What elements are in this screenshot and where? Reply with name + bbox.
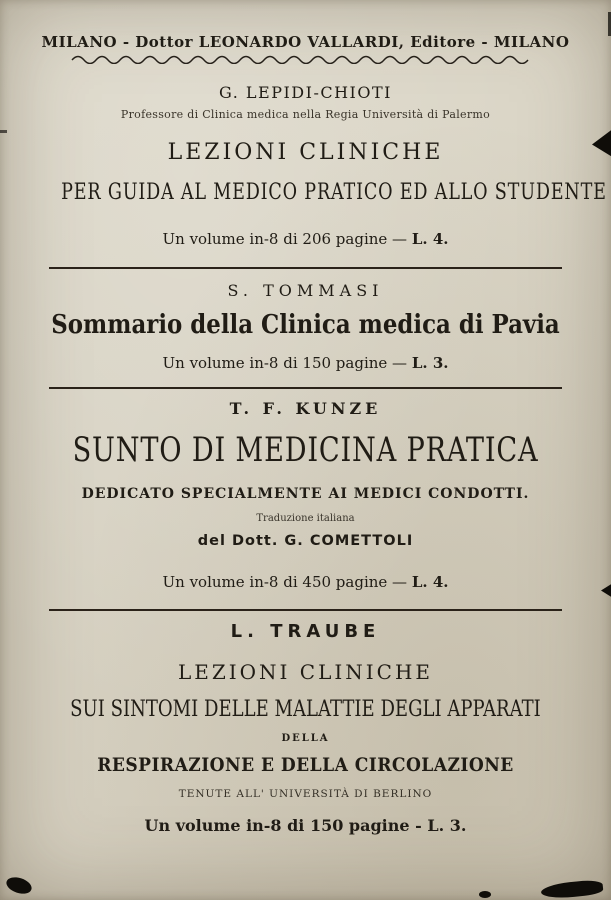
book-subtitle-2: RESPIRAZIONE E DELLA CIRCOLAZIONE bbox=[97, 754, 514, 776]
book-title: LEZIONI CLINICHE bbox=[167, 140, 444, 165]
volume-text: Un volume in-8 di 150 pagine - bbox=[144, 816, 422, 835]
section-divider bbox=[49, 387, 562, 389]
subtitle-connector: DELLA bbox=[281, 733, 330, 744]
book-subtitle: DEDICATO SPECIALMENTE AI MEDICI CONDOTTI. bbox=[81, 486, 530, 502]
volume-text: Un volume in-8 di 450 pagine — bbox=[162, 573, 408, 591]
price: L. 4. bbox=[411, 573, 449, 591]
author-note: Professore di Clinica medica nella Regia Università di Palermo bbox=[120, 108, 491, 121]
wavy-rule bbox=[71, 54, 541, 64]
section-divider bbox=[49, 267, 562, 269]
author-name: T. F. KUNZE bbox=[229, 399, 382, 418]
scan-artifact bbox=[0, 130, 7, 133]
section-divider bbox=[49, 609, 562, 611]
translator-name: del Dott. G. COMETTOLI bbox=[197, 533, 414, 549]
volume-line bbox=[0, 816, 611, 835]
price: L. 3. bbox=[411, 354, 449, 372]
book-title: Sommario della Clinica medica di Pavia bbox=[51, 310, 560, 340]
volume-line bbox=[0, 230, 611, 248]
author-name: L. TRAUBE bbox=[230, 621, 381, 642]
book-subtitle: PER GUIDA AL MEDICO PRATICO ED ALLO STUDENTE bbox=[61, 180, 607, 205]
price: L. 3. bbox=[427, 816, 467, 835]
translation-note: Traduzione italiana bbox=[256, 513, 355, 524]
scan-artifact bbox=[479, 891, 491, 898]
scan-artifact bbox=[540, 879, 603, 900]
book-title: SUNTO DI MEDICINA PRATICA bbox=[72, 430, 539, 470]
volume-text: Un volume in-8 di 206 pagine — bbox=[162, 230, 408, 248]
volume-line bbox=[0, 573, 611, 591]
author-name: S. TOMMASI bbox=[227, 281, 384, 300]
wavy-rule-path bbox=[72, 57, 528, 64]
publisher-header: MILANO - Dottor LEONARDO VALLARDI, Editore - MILANO bbox=[41, 33, 570, 51]
book-title: LEZIONI CLINICHE bbox=[177, 660, 434, 684]
scan-artifact bbox=[4, 874, 33, 896]
volume-line bbox=[0, 354, 611, 372]
author-name: G. LEPIDI-CHIOTI bbox=[219, 83, 392, 102]
price: L. 4. bbox=[411, 230, 449, 248]
book-subtitle: SUI SINTOMI DELLE MALATTIE DEGLI APPARATI bbox=[70, 697, 541, 722]
venue-note: TENUTE ALL' UNIVERSITÀ DI BERLINO bbox=[178, 788, 433, 800]
volume-text: Un volume in-8 di 150 pagine — bbox=[162, 354, 408, 372]
